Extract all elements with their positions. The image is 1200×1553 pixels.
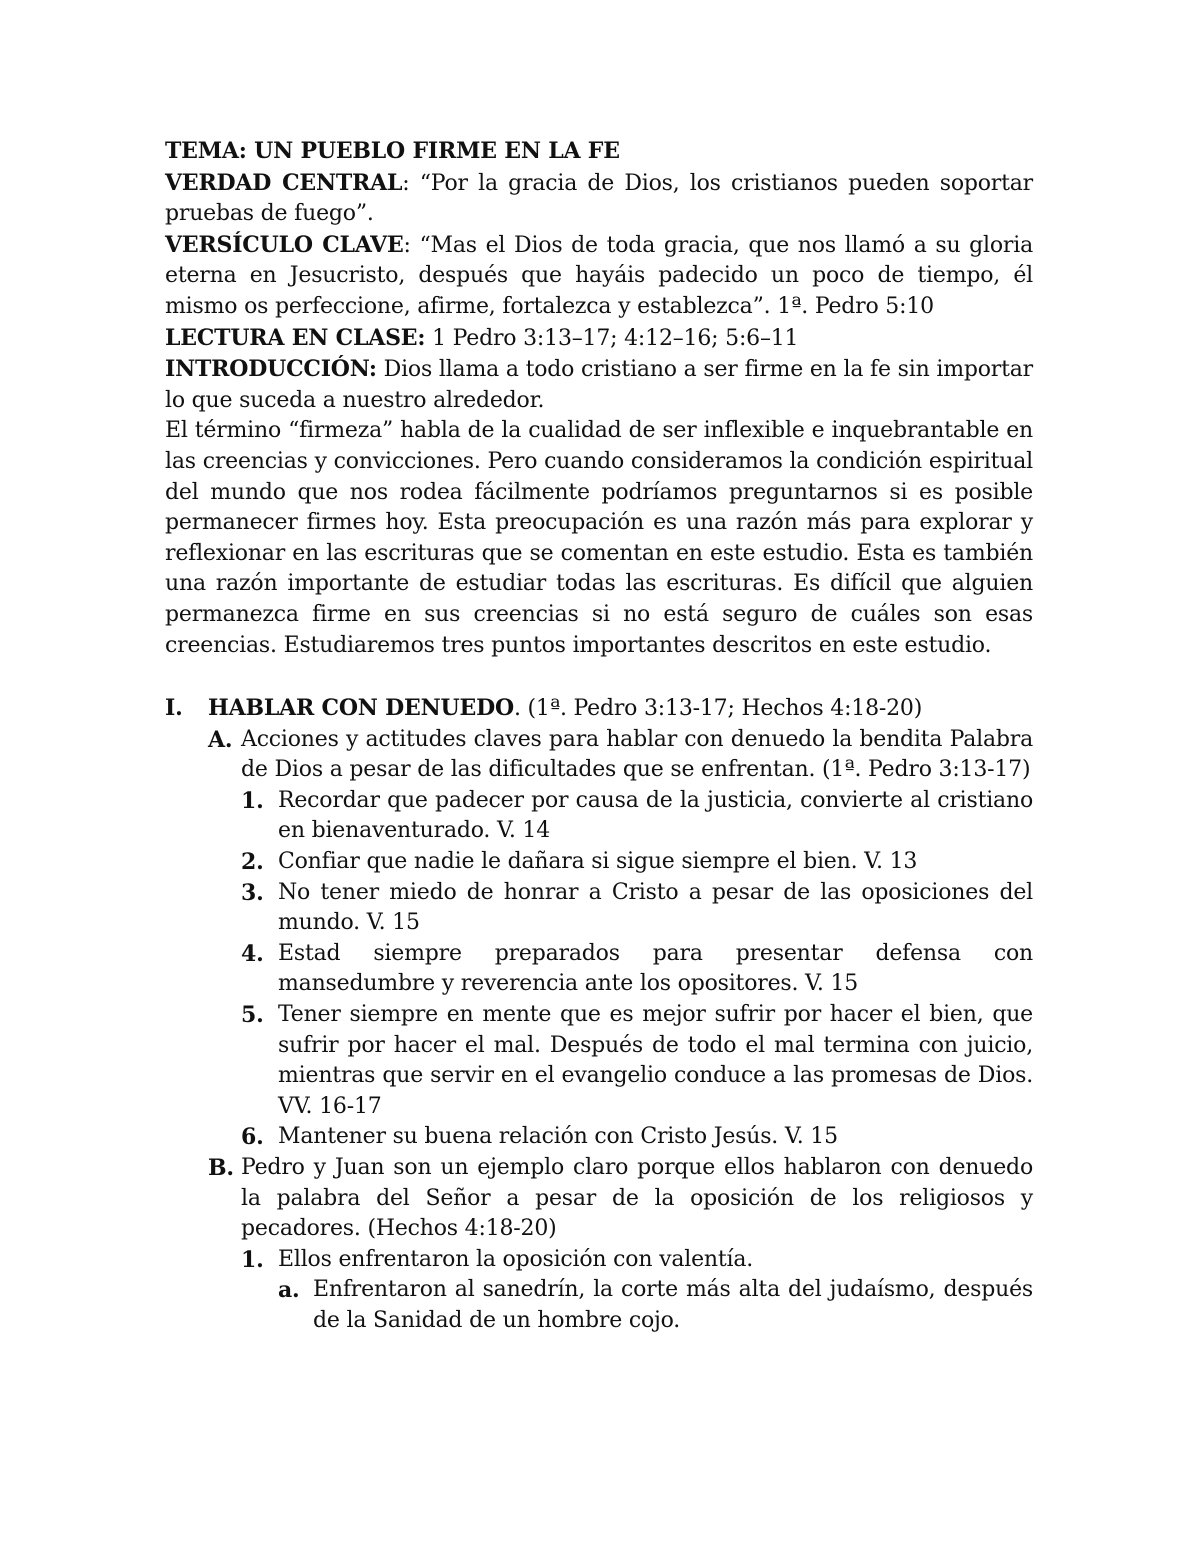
list-marker: 5. — [241, 1002, 264, 1029]
list-item — [241, 939, 1033, 1000]
list-marker: 1. — [241, 787, 264, 814]
section-i-ref: . (1ª. Pedro 3:13-17; Hechos 4:18-20) — [513, 696, 923, 722]
list-item — [241, 847, 1033, 878]
versiculo-clave — [165, 230, 1033, 323]
list-item-text: Recordar que padecer por causa de la justicia, convierte al cristiano en bienaventurado. V. 14 — [278, 787, 1033, 844]
list-item — [241, 1122, 1033, 1153]
list-marker: 4. — [241, 940, 264, 967]
outline-item-a — [208, 725, 1033, 786]
list-marker: I. — [165, 695, 183, 722]
tema-heading: TEMA: UN PUEBLO FIRME EN LA FE — [165, 138, 620, 164]
lectura-label: LECTURA EN CLASE: — [165, 324, 426, 351]
list-item-text: Pedro y Juan son un ejemplo claro porque ellos hablaron con denuedo la palabra del Señor a pesar de la oposición de los religiosos y pecadores. (Hechos 4:18-20) — [241, 1155, 1033, 1242]
introduccion — [165, 354, 1033, 416]
outline-item-b — [208, 1153, 1033, 1245]
section-i-heading — [208, 693, 1033, 725]
introduccion-label: INTRODUCCIÓN: — [165, 356, 377, 383]
list-item — [241, 1245, 1033, 1276]
list-item-text: Estad siempre preparados para presentar defensa con mansedumbre y reverencia ante los opositores. V. 15 — [278, 940, 1033, 997]
verdad-central-text: : “Por la gracia de Dios, los cristianos pueden soportar pruebas de fuego”. — [165, 170, 1033, 227]
list-item-text: Acciones y actitudes claves para hablar con denuedo la bendita Palabra de Dios a pesar de las dificultades que se enfrentan. (1ª. Pedro 3:13-17) — [241, 726, 1033, 783]
list-marker: 3. — [241, 879, 264, 906]
list-marker: 6. — [241, 1124, 264, 1151]
section-i-title: HABLAR CON DENUEDO — [208, 695, 514, 722]
lectura-en-clase — [165, 323, 1033, 355]
list-item — [241, 786, 1033, 847]
list-item-text: Enfrentaron al sanedrín, la corte más alta del judaísmo, después de la Sanidad de un hombre cojo. — [313, 1277, 1033, 1333]
list-marker: 1. — [241, 1246, 264, 1273]
list-marker: a. — [278, 1277, 300, 1304]
list-marker: B. — [208, 1155, 234, 1181]
list-marker: A. — [208, 726, 233, 753]
versiculo-clave-label: VERSÍCULO CLAVE — [165, 231, 404, 258]
list-item-text: Mantener su buena relación con Cristo Jesús. V. 15 — [278, 1124, 838, 1150]
list-item-text: Confiar que nadie le dañara si sigue siempre el bien. V. 13 — [278, 849, 918, 875]
verdad-central — [165, 168, 1033, 230]
list-item — [241, 878, 1033, 939]
introduccion-text: Dios llama a todo cristiano a ser firme en la fe sin importar lo que suceda a nuestro alrededor. — [165, 357, 1033, 413]
list-marker: 2. — [241, 849, 264, 876]
outline-section-i — [165, 693, 1033, 725]
versiculo-clave-text: : “Mas el Dios de toda gracia, que nos llamó a su gloria eterna en Jesucristo, después que hayáis padecido un poco de tiempo, él mismo os perfeccione, afirme, fortalezca y establezca”. 1ª. Pedro 5:10 — [165, 232, 1033, 319]
list-item-text: No tener miedo de honrar a Cristo a pesar de las oposiciones del mundo. V. 15 — [278, 879, 1033, 936]
introduccion-paragraph: El término “firmeza” habla de la cualidad de ser inflexible e inquebrantable en las creencias y convicciones. Pero cuando consideramos la condición espiritual del mundo que nos rodea fácilmente podríamos preguntarnos si es posible permanecer firmes hoy. Esta preocupación es una razón más para explorar y reflexionar en las escrituras que se comentan en este estudio. Esta es también una razón importante de estudiar todas las escrituras. Es difícil que alguien permanezca firme en sus creencias si no está seguro de cuáles son esas creencias. Estudiaremos tres puntos importantes descritos en este estudio. — [165, 418, 1033, 658]
verdad-central-label: VERDAD CENTRAL — [165, 169, 403, 196]
lectura-text: 1 Pedro 3:13–17; 4:12–16; 5:6–11 — [425, 325, 799, 351]
list-subitem — [278, 1275, 1033, 1336]
list-item-text: Tener siempre en mente que es mejor sufrir por hacer el bien, que sufrir por hacer el mal. Después de todo el mal termina con juicio, mientras que servir en el evangelio conduce a las promesas de Dios. VV. 16-17 — [278, 1002, 1033, 1119]
section-spacer — [165, 661, 1033, 693]
document-page — [165, 136, 1033, 1337]
list-item-text: Ellos enfrentaron la oposición con valentía. — [278, 1246, 754, 1272]
list-item — [241, 1000, 1033, 1122]
